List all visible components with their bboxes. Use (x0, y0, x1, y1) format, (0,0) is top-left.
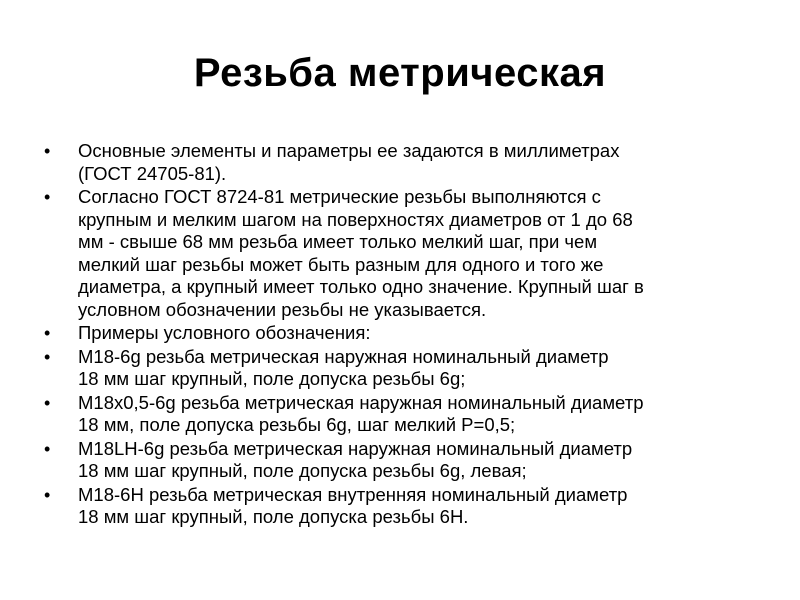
bullet-marker: • (44, 346, 51, 367)
bullet-item (42, 484, 762, 529)
bullet-line: 18 мм шаг крупный, поле допуска резьбы 6g; (78, 368, 466, 389)
bullet-line: мм - свыше 68 мм резьба имеет только мелкий шаг, при чем (78, 231, 598, 252)
bullet-line: М18LH-6g резьба метрическая наружная номинальный диаметр (78, 437, 633, 459)
bullet-list (42, 140, 762, 530)
bullet-line: Согласно ГОСТ 8724-81 метрические резьбы выполняются с (78, 186, 601, 207)
bullet-item (42, 140, 762, 185)
bullet-item (42, 346, 762, 391)
bullet-line: мелкий шаг резьбы может быть разным для одного и того же (78, 253, 604, 275)
bullet-marker: • (44, 392, 51, 413)
bullet-line: 18 мм шаг крупный, поле допуска резьбы 6Н. (78, 506, 469, 527)
bullet-line: 18 мм, поле допуска резьбы 6g, шаг мелкий Р=0,5; (78, 414, 516, 435)
bullet-marker: • (44, 141, 51, 161)
bullet-item (42, 322, 762, 345)
bullet-line: М18-6g резьба метрическая наружная номинальный диаметр (78, 345, 609, 367)
slide-title: Резьба метрическая (193, 51, 607, 95)
bullet-marker: • (44, 187, 51, 207)
bullet-line: 18 мм шаг крупный, поле допуска резьбы 6g, левая; (78, 460, 527, 481)
bullet-line: условном обозначении резьбы не указывается. (78, 298, 487, 320)
bullet-line: (ГОСТ 24705-81). (78, 162, 227, 184)
bullet-marker: • (44, 438, 51, 459)
bullet-marker: • (44, 323, 51, 343)
bullet-item (42, 392, 762, 437)
bullet-item (42, 438, 762, 483)
bullet-line: Примеры условного обозначения: (78, 322, 371, 343)
bullet-marker: • (44, 484, 51, 505)
bullet-line: М18х0,5-6g резьба метрическая наружная номинальный диаметр (78, 391, 644, 413)
bullet-line: крупным и мелким шагом на поверхностях диаметров от 1 до 68 (78, 208, 633, 230)
bullet-line: Основные элементы и параметры ее задаются в миллиметрах (78, 140, 620, 161)
bullet-item (42, 186, 762, 321)
bullet-line: М18-6Н резьба метрическая внутренняя номинальный диаметр (78, 483, 628, 505)
bullet-line: диаметра, а крупный имеет только одно значение. Крупный шаг в (78, 276, 644, 297)
